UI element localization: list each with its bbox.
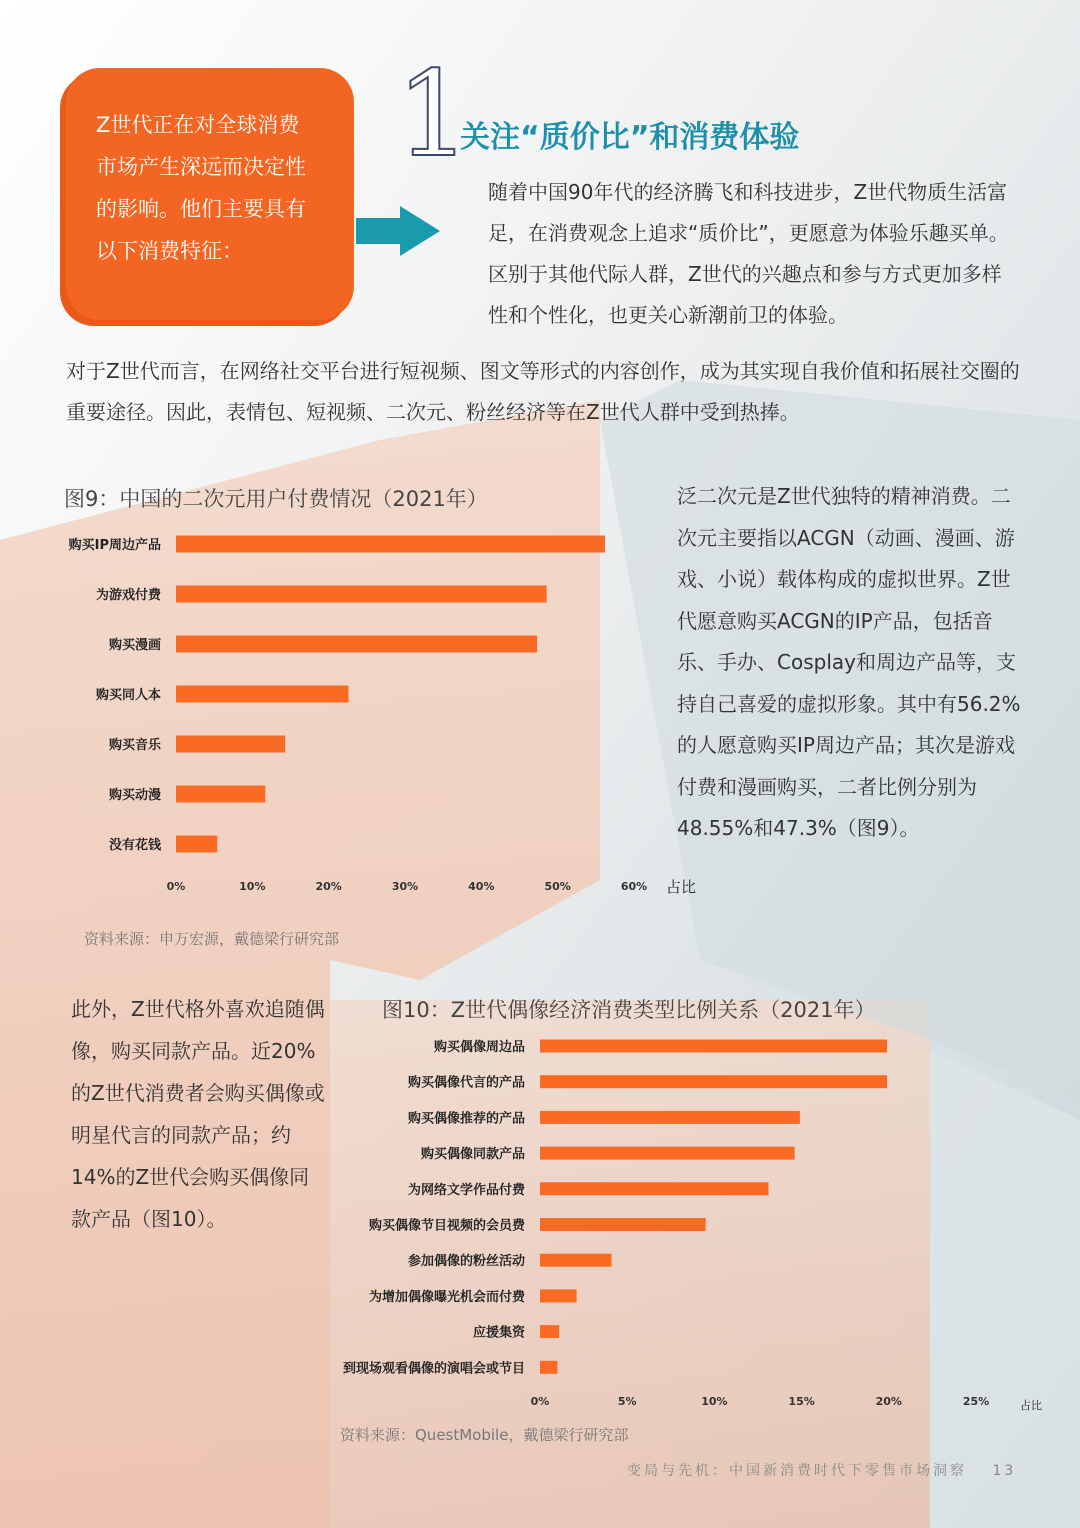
- page-number: 13: [992, 1463, 1017, 1479]
- bar: [176, 636, 537, 653]
- x-tick-label: 60%: [620, 880, 648, 893]
- body-paragraph-1: 随着中国90年代的经济腾飞和科技进步，Z世代物质生活富足，在消费观念上追求“质价比”，更愿意为体验乐趣买单。区别于其他代际人群，Z世代的兴趣点和参与方式更加多样性和个性化，也更关心新潮前卫的体验。: [488, 180, 1009, 327]
- x-tick-label: 5%: [617, 1395, 637, 1408]
- x-tick-label: 20%: [315, 880, 342, 893]
- category-label: 购买IP周边产品: [68, 538, 161, 553]
- x-tick-label: 40%: [468, 880, 495, 893]
- fig10-chart: [300, 1030, 1060, 1420]
- category-label: 购买偶像代言的产品: [407, 1075, 525, 1091]
- bar: [540, 1147, 795, 1160]
- fig9-source: 资料来源：申万宏源，戴德梁行研究部: [84, 930, 340, 948]
- body-paragraph-3: 泛二次元是Z世代独特的精神消费。二次元主要指以ACGN（动画、漫画、游戏、小说）载体构成的虚拟世界。Z世代愿意购买ACGN的IP产品，包括音乐、手办、Cosplay和周边产品等，支持自己喜爱的虚拟形象。其中有56.2%的人愿意购买IP周边产品；其次是游戏付费和漫画购买，二者比例分别为48.55%和47.3%（图9）。: [677, 484, 1021, 840]
- body-paragraph-4: 此外，Z世代格外喜欢追随偶像，购买同款产品。近20%的Z世代消费者会购买偶像或明星代言的同款产品；约14%的Z世代会购买偶像同款产品（图10）。: [71, 997, 325, 1231]
- bar: [540, 1218, 706, 1231]
- category-label: 购买偶像周边品: [433, 1040, 525, 1055]
- bar: [540, 1075, 887, 1088]
- bar: [176, 786, 265, 803]
- arrow-right-icon: [356, 206, 442, 256]
- bar: [176, 686, 349, 703]
- category-label: 为游戏付费: [95, 588, 161, 603]
- callout-line: Z世代正在对全球消费: [96, 113, 300, 137]
- category-label: 为网络文学作品付费: [407, 1182, 525, 1198]
- bar: [176, 586, 547, 603]
- category-label: 购买动漫: [108, 788, 161, 803]
- x-tick-label: 15%: [788, 1395, 815, 1408]
- fig10-title: 图10：Z世代偶像经济消费类型比例关系（2021年）: [382, 998, 876, 1022]
- bar: [540, 1111, 800, 1124]
- bar: [176, 736, 285, 753]
- category-label: 购买偶像同款产品: [420, 1147, 525, 1163]
- footer: [627, 1460, 1016, 1480]
- x-tick-label: 10%: [239, 880, 266, 893]
- category-label: 购买偶像节目视频的会员费: [368, 1218, 525, 1234]
- category-label: 应援集资: [472, 1325, 525, 1341]
- category-label: 购买偶像推荐的产品: [407, 1111, 525, 1127]
- callout-line: 的影响。他们主要具有: [96, 197, 306, 221]
- bar: [540, 1289, 577, 1302]
- bar: [176, 836, 217, 853]
- callout-text: [96, 104, 346, 272]
- x-tick-label: 0%: [530, 1395, 550, 1408]
- body-paragraph-2: 对于Z世代而言，在网络社交平台进行短视频、图文等形式的内容创作，成为其实现自我价值和拓展社交圈的重要途径。因此，表情包、短视频、二次元、粉丝经济等在Z世代人群中受到热捧。: [66, 359, 1020, 424]
- fig9-title: 图9：中国的二次元用户付费情况（2021年）: [64, 487, 488, 511]
- category-label: 到现场观看偶像的演唱会或节目: [342, 1361, 525, 1377]
- footer-title: 变局与先机：中国新消费时代下零售市场洞察: [627, 1463, 967, 1479]
- x-tick-label: 30%: [391, 880, 419, 893]
- category-label: 购买漫画: [108, 638, 161, 653]
- bar: [540, 1254, 612, 1267]
- x-tick-label: 20%: [875, 1395, 902, 1408]
- x-axis-label: 占比: [666, 878, 697, 896]
- x-tick-label: 25%: [962, 1395, 990, 1408]
- bar: [176, 536, 605, 553]
- x-tick-label: 0%: [166, 880, 186, 893]
- category-label: 为增加偶像曝光机会而付费: [368, 1289, 525, 1305]
- callout-line: 以下消费特征：: [96, 239, 243, 263]
- x-tick-label: 50%: [544, 880, 571, 893]
- bar: [540, 1325, 559, 1338]
- section-number: 1: [396, 45, 472, 183]
- x-tick-label: 10%: [701, 1395, 728, 1408]
- bar: [540, 1361, 557, 1374]
- bar: [540, 1040, 887, 1053]
- fig9-chart: [40, 520, 720, 900]
- x-axis-label: 占比: [1020, 1399, 1042, 1412]
- fig10-source: 资料来源：QuestMobile，戴德梁行研究部: [340, 1426, 629, 1444]
- category-label: 购买同人本: [95, 688, 161, 703]
- callout-line: 市场产生深远而决定性: [96, 155, 306, 179]
- category-label: 没有花钱: [108, 838, 161, 853]
- section-heading: 关注“质价比”和消费体验: [460, 120, 800, 155]
- intro-callout: [66, 68, 354, 320]
- category-label: 参加偶像的粉丝活动: [407, 1254, 525, 1270]
- bar: [540, 1182, 768, 1195]
- category-label: 购买音乐: [108, 738, 161, 753]
